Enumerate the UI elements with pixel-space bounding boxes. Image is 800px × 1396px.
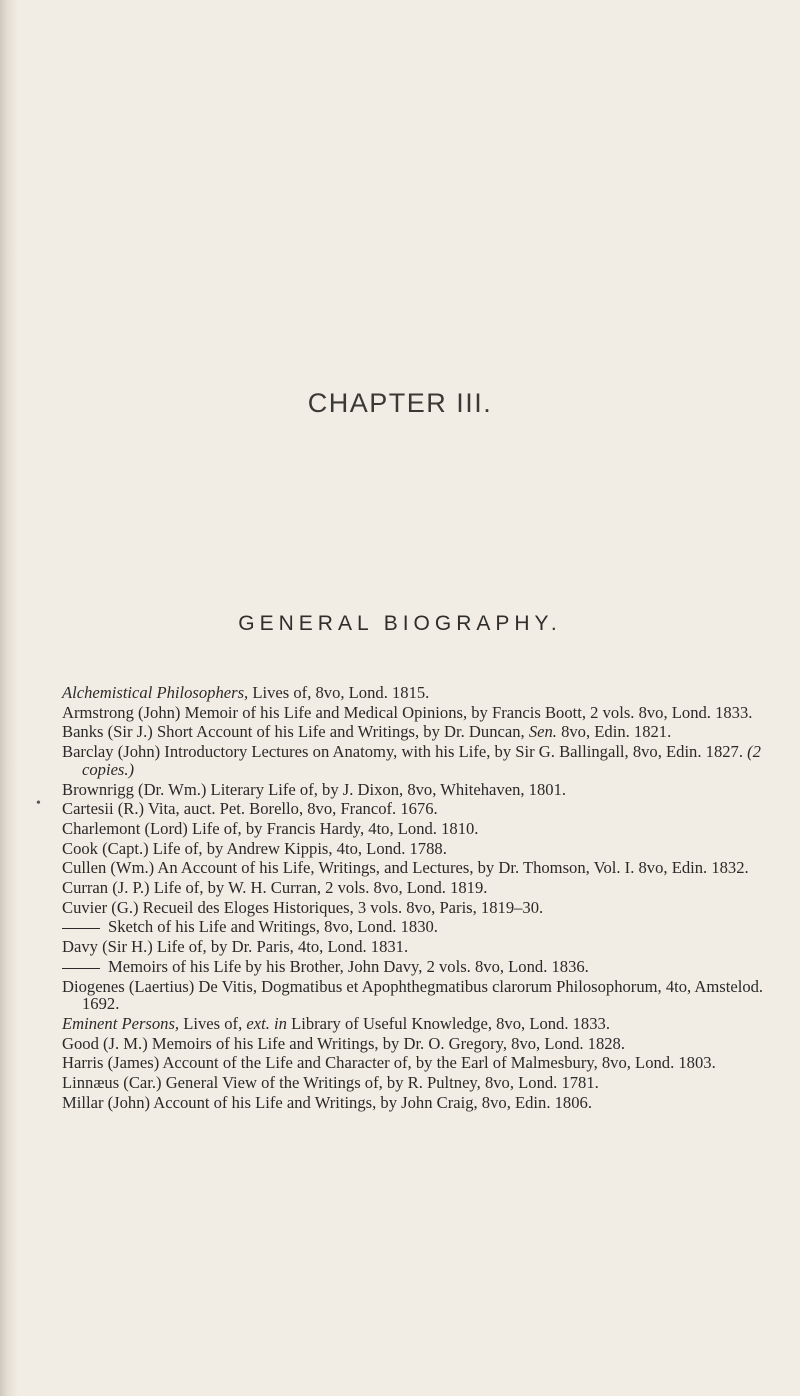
entry-text: Sketch of his Life and Writings, 8vo, Lond. 1830. (108, 917, 438, 937)
bibliography-entry (62, 958, 772, 976)
entry-italic-text: (2 copies.) (82, 742, 761, 779)
entry-italic-text: Alchemistical Philosophers, (62, 683, 249, 702)
entry-text: Armstrong (John) Memoir of his Life and Medical Opinions, by Francis Boott, 2 vols. 8vo, Lond. 1833. (62, 702, 753, 722)
bibliography-entry (62, 978, 772, 1013)
entry-text: Cook (Capt.) Life of, by Andrew Kippis, 4to, Lond. 1788. (62, 838, 447, 858)
bibliography-entry (62, 1035, 772, 1053)
entry-text: 8vo, Edin. 1821. (556, 722, 672, 742)
entry-italic-text: Sen. (528, 722, 557, 742)
bibliography-entry (62, 800, 772, 818)
bibliography-entry (62, 879, 772, 897)
entry-text: Lives of, (179, 1013, 247, 1033)
bibliography-entry (62, 938, 772, 956)
page-binding-edge (0, 0, 18, 1396)
entry-text: Brownrigg (Dr. Wm.) Literary Life of, by J. Dixon, 8vo, Whitehaven, 1801. (62, 779, 567, 799)
entry-text: Memoirs of his Life by his Brother, John Davy, 2 vols. 8vo, Lond. 1836. (108, 956, 589, 976)
bibliography-entry (62, 743, 772, 778)
entry-text: Cullen (Wm.) An Account of his Life, Writings, and Lectures, by Dr. Thomson, Vol. I. 8vo, Edin. 1832. (62, 858, 749, 878)
entry-text: Linnæus (Car.) General View of the Writings of, by R. Pultney, 8vo, Lond. 1781. (62, 1073, 599, 1093)
entry-text: Charlemont (Lord) Life of, by Francis Hardy, 4to, Lond. 1810. (62, 818, 479, 838)
entry-text: Barclay (John) Introductory Lectures on Anatomy, with his Life, by Sir G. Ballingall, 8vo, Edin. 1827. (62, 742, 748, 762)
bibliography-entry (62, 1015, 772, 1033)
bibliography-list (62, 684, 772, 1113)
section-title: GENERAL BIOGRAPHY. (238, 612, 562, 635)
entry-text: Cuvier (G.) Recueil des Eloges Historiques, 3 vols. 8vo, Paris, 1819–30. (62, 897, 544, 917)
entry-text: Library of Useful Knowledge, 8vo, Lond. 1833. (286, 1013, 610, 1033)
entry-text: Harris (James) Account of the Life and Character of, by the Earl of Malmesbury, 8vo, Lond. 1803. (62, 1053, 716, 1073)
entry-text: Millar (John) Account of his Life and Writings, by John Craig, 8vo, Edin. 1806. (62, 1092, 592, 1112)
entry-text: Banks (Sir J.) Short Account of his Life and Writings, by Dr. Duncan, (62, 722, 529, 742)
entry-text: Curran (J. P.) Life of, by W. H. Curran, 2 vols. 8vo, Lond. 1819. (62, 878, 488, 898)
margin-mark: • (36, 796, 41, 811)
bibliography-entry (62, 918, 772, 936)
bibliography-entry (62, 1074, 772, 1092)
bibliography-entry (62, 704, 772, 722)
bibliography-entry (62, 723, 772, 741)
entry-text: Cartesii (R.) Vita, auct. Pet. Borello, 8vo, Francof. 1676. (62, 799, 438, 819)
bibliography-entry (62, 840, 772, 858)
bibliography-entry (62, 1094, 772, 1112)
ditto-dash (62, 928, 100, 929)
entry-text: Davy (Sir H.) Life of, by Dr. Paris, 4to, Lond. 1831. (62, 937, 409, 957)
entry-text: Diogenes (Laertius) De Vitis, Dogmatibus et Apophthegmatibus clarorum Philosophorum, 4to, Amstelod. 1692. (62, 976, 764, 1014)
bibliography-entry (62, 781, 772, 799)
entry-text: Good (J. M.) Memoirs of his Life and Writings, by Dr. O. Gregory, 8vo, Lond. 1828. (62, 1033, 625, 1053)
entry-text: Lives of, 8vo, Lond. 1815. (248, 683, 430, 702)
chapter-title: CHAPTER III. (307, 388, 493, 418)
bibliography-entry (62, 859, 772, 877)
ditto-dash (62, 968, 100, 969)
bibliography-entry (62, 899, 772, 917)
entry-italic-text: ext. in (246, 1013, 287, 1033)
entry-italic-text: Eminent Persons, (62, 1013, 180, 1033)
bibliography-entry (62, 820, 772, 838)
bibliography-entry (62, 1054, 772, 1072)
bibliography-entry (62, 684, 772, 702)
